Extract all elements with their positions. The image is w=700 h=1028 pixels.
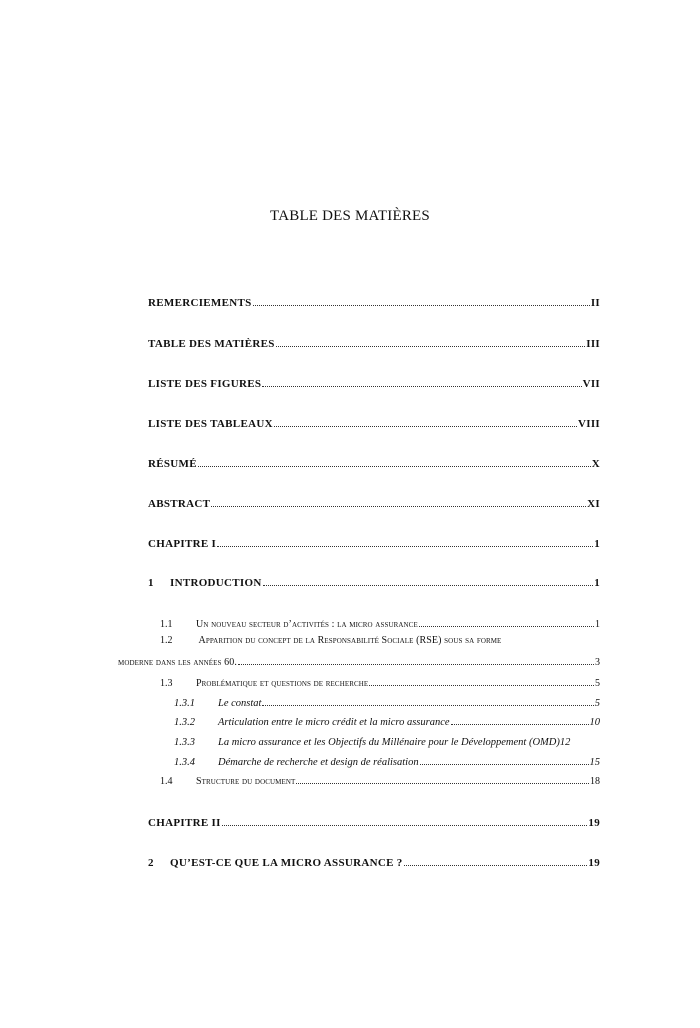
toc-leader-dots [419, 626, 594, 627]
toc-entry-1-3-4[interactable] [174, 757, 600, 768]
toc-entry-label: INTRODUCTION [170, 577, 262, 589]
toc-leader-dots [263, 585, 594, 586]
toc-entry-1-1[interactable] [160, 619, 600, 630]
toc-leader-dots [274, 426, 577, 427]
toc-entry-page: 12 [559, 737, 571, 748]
toc-entry-page: X [591, 458, 600, 470]
toc-entry-page: 1 [594, 538, 600, 550]
toc-entry-label: CHAPITRE I [148, 538, 217, 550]
toc-entry-label: Le constat [218, 698, 262, 709]
toc-entry-page: III [586, 338, 600, 350]
toc-entry-label: La micro assurance et les Objectifs du Millénaire pour le Développement (OMD) [218, 737, 560, 748]
toc-entry-section-2[interactable] [148, 857, 600, 869]
toc-entry-page: 1 [595, 619, 600, 630]
toc-entry-1-3-3[interactable] [174, 737, 600, 748]
toc-leader-dots [211, 506, 586, 507]
toc-leader-dots [420, 764, 589, 765]
toc-section-number: 1.3.1 [174, 698, 195, 709]
toc-leader-dots [276, 346, 586, 347]
toc-entry-page: VII [582, 378, 600, 390]
toc-leader-dots [369, 685, 594, 686]
toc-entry-chapitre-1[interactable] [148, 538, 600, 550]
toc-entry-table-des-matieres[interactable] [148, 338, 600, 350]
toc-entry-page: 5 [595, 678, 600, 689]
toc-section-number: 2 [148, 857, 154, 869]
toc-entry-1-3[interactable] [160, 678, 600, 689]
toc-leader-dots [222, 825, 588, 826]
toc-entry-1-2[interactable] [160, 635, 600, 646]
toc-section-number: 1 [148, 577, 154, 589]
toc-entry-label: LISTE DES TABLEAUX [148, 418, 273, 430]
toc-entry-label: QU’EST-CE QUE LA MICRO ASSURANCE ? [170, 857, 403, 869]
toc-entry-page: II [590, 297, 600, 309]
toc-leader-dots [198, 466, 591, 467]
toc-section-number: 1.1 [160, 619, 173, 630]
toc-section-number: 1.3.4 [174, 757, 195, 768]
toc-entry-label-line1: Apparition du concept de la Responsabilité Sociale (RSE) sous sa forme [198, 635, 502, 646]
toc-entry-introduction[interactable] [148, 577, 600, 589]
toc-entry-label: LISTE DES FIGURES [148, 378, 262, 390]
toc-entry-page: 10 [589, 717, 600, 728]
toc-entry-label: ABSTRACT [148, 498, 211, 510]
toc-leader-dots [451, 724, 589, 725]
toc-section-number: 1.3.3 [174, 737, 195, 748]
toc-entry-label: Démarche de recherche et design de réalisation [218, 757, 419, 768]
toc-entry-1-3-1[interactable] [174, 698, 600, 709]
toc-entry-label: RÉSUMÉ [148, 458, 197, 470]
toc-leader-dots [253, 305, 590, 306]
toc-leader-dots [262, 386, 581, 387]
toc-entry-page: 19 [588, 817, 600, 829]
toc-section-number: 1.3.2 [174, 717, 195, 728]
toc-entry-page: VIII [578, 418, 600, 430]
toc-entry-liste-des-figures[interactable] [148, 378, 600, 390]
toc-entry-page: 15 [589, 757, 600, 768]
toc-entry-page: 5 [594, 698, 600, 709]
toc-entry-label: Articulation entre le micro crédit et la micro assurance [218, 717, 450, 728]
toc-section-number: 1.2 [160, 635, 173, 646]
toc-leader-dots [238, 664, 594, 665]
toc-leader-dots [262, 705, 593, 706]
toc-entry-page: 3 [595, 657, 600, 668]
toc-entry-label: REMERCIEMENTS [148, 297, 252, 309]
toc-entry-label: Structure du document [196, 776, 296, 787]
toc-entry-label: TABLE DES MATIÈRES [148, 338, 275, 350]
toc-entry-1-2-continued[interactable] [118, 657, 600, 668]
toc-entry-label: Problématique et questions de recherche [196, 678, 369, 689]
toc-entry-abstract[interactable] [148, 498, 600, 510]
toc-entry-label: Un nouveau secteur d’activités : la micro assurance [196, 619, 418, 630]
toc-entry-resume[interactable] [148, 458, 600, 470]
toc-leader-dots [296, 783, 589, 784]
toc-entry-1-3-2[interactable] [174, 717, 600, 728]
toc-leader-dots [217, 546, 593, 547]
toc-entry-label: CHAPITRE II [148, 817, 221, 829]
toc-section-number: 1.4 [160, 776, 173, 787]
toc-entry-1-4[interactable] [160, 776, 600, 787]
page-title: TABLE DES MATIÈRES [270, 208, 430, 224]
toc-entry-page: 1 [594, 577, 600, 589]
toc-entry-page: 18 [590, 776, 600, 787]
toc-entry-chapitre-2[interactable] [148, 817, 600, 829]
toc-entry-remerciements[interactable] [148, 297, 600, 309]
toc-section-number: 1.3 [160, 678, 173, 689]
toc-entry-label-line2: moderne dans les années 60. [118, 657, 237, 668]
toc-leader-dots [404, 865, 588, 866]
toc-entry-page: XI [587, 498, 600, 510]
toc-entry-liste-des-tableaux[interactable] [148, 418, 600, 430]
toc-entry-page: 19 [588, 857, 600, 869]
